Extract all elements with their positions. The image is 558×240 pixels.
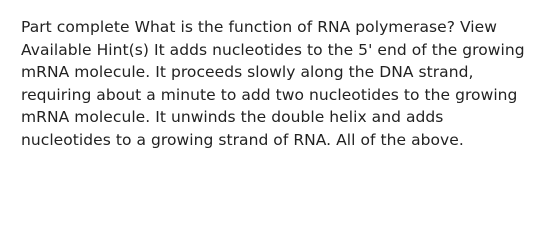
answer-option-1[interactable]: It adds nucleotides to the 5' end of the growing mRNA molecule. xyxy=(21,40,525,81)
answer-option-4[interactable]: All of the above. xyxy=(336,130,464,149)
question-prompt: What is the function of RNA polymerase? xyxy=(134,18,455,36)
answer-option-3[interactable]: It unwinds the double helix and adds nucleotides to a growing strand of RNA. xyxy=(21,108,444,149)
status-label: Part complete xyxy=(21,18,130,36)
answer-option-2[interactable]: It proceeds slowly along the DNA strand, requiring about a minute to add two nucleotides to the growing mRNA molecule. xyxy=(21,63,518,126)
view-hints-link[interactable]: View Available Hint(s) xyxy=(21,18,497,59)
question-text-block xyxy=(21,16,538,151)
